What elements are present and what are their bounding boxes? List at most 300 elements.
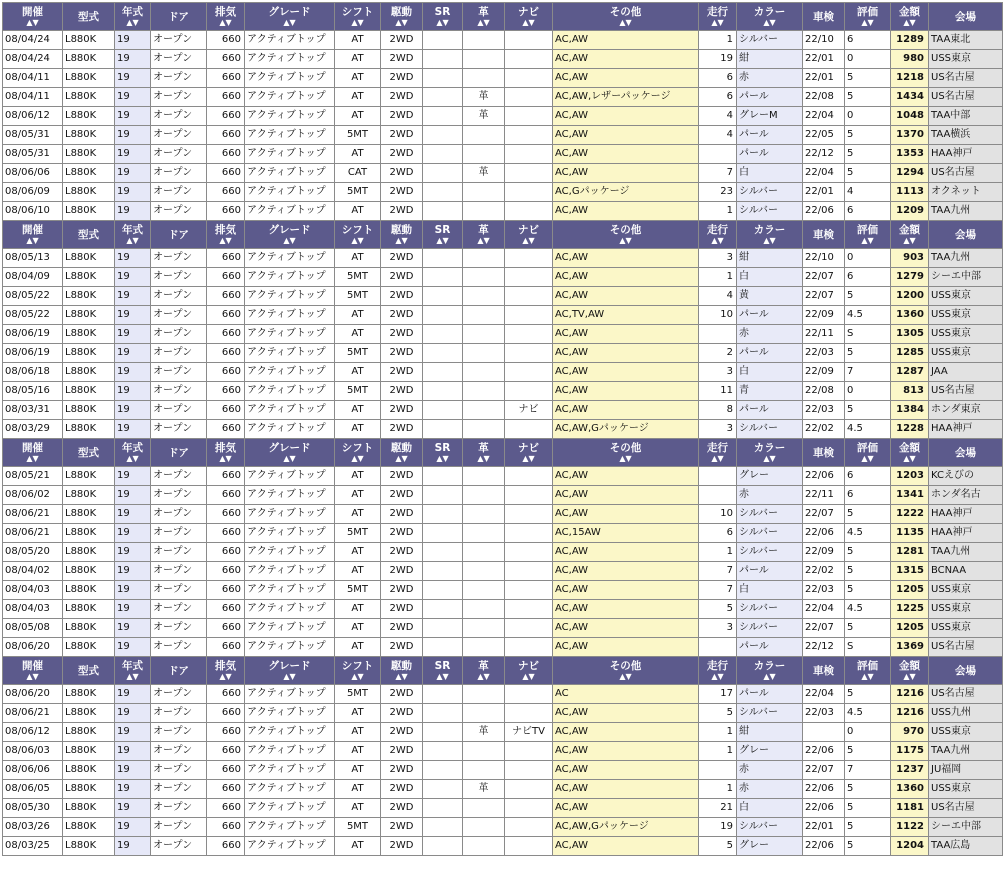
table-row[interactable] [3,401,1003,420]
price-cell: 1294 [891,164,929,183]
mileage-cell: 5 [699,704,737,723]
sort-asc-icon[interactable]: ▲ [219,672,226,681]
venue-cell: HAA神戸 [929,145,1003,164]
sort-asc-icon[interactable]: ▲ [126,236,133,245]
sort-desc-icon[interactable]: ▼ [909,454,916,463]
model-cell: L880K [63,486,115,505]
navi-cell [505,486,553,505]
sort-asc-icon[interactable]: ▲ [619,454,626,463]
sort-asc-icon[interactable]: ▲ [477,454,484,463]
sort-asc-icon[interactable]: ▲ [861,18,868,27]
color-cell: シルバー [737,505,803,524]
date-cell: 08/04/02 [3,562,63,581]
sort-asc-icon[interactable]: ▲ [711,454,718,463]
table-row[interactable] [3,145,1003,164]
sort-asc-icon[interactable]: ▲ [861,236,868,245]
sort-asc-icon[interactable]: ▲ [26,672,33,681]
sort-desc-icon[interactable]: ▼ [625,454,632,463]
table-row[interactable] [3,818,1003,837]
year-cell: 19 [115,818,151,837]
table-row[interactable] [3,202,1003,221]
venue-cell: JAA [929,363,1003,382]
sort-controls [505,18,552,27]
navi-cell: ナビTV [505,723,553,742]
sort-desc-icon[interactable]: ▼ [289,236,296,245]
inspection-cell: 22/06 [803,799,845,818]
date-cell: 08/03/29 [3,420,63,439]
sort-asc-icon[interactable]: ▲ [522,672,529,681]
sort-asc-icon[interactable]: ▲ [619,18,626,27]
table-row[interactable] [3,268,1003,287]
sort-desc-icon[interactable]: ▼ [225,672,232,681]
drive-cell: 2WD [381,837,423,856]
table-row[interactable] [3,382,1003,401]
sort-desc-icon[interactable]: ▼ [32,236,39,245]
model-cell: L880K [63,145,115,164]
sort-desc-icon[interactable]: ▼ [132,18,139,27]
door-cell: オープン [151,600,207,619]
table-row[interactable] [3,183,1003,202]
score-cell: S [845,638,891,657]
sort-desc-icon[interactable]: ▼ [909,236,916,245]
column-header-label: ナビ [518,660,539,672]
sort-controls [423,672,462,681]
sort-desc-icon[interactable]: ▼ [528,454,535,463]
column-header-door [151,221,207,249]
sort-desc-icon[interactable]: ▼ [483,18,490,27]
score-cell: 7 [845,363,891,382]
inspection-cell: 22/06 [803,524,845,543]
model-cell: L880K [63,31,115,50]
venue-cell: USS東京 [929,50,1003,69]
grade-cell: アクティブトップ [245,69,335,88]
sort-controls [207,236,244,245]
sort-asc-icon[interactable]: ▲ [711,236,718,245]
sort-asc-icon[interactable]: ▲ [395,672,402,681]
cc-cell: 660 [207,837,245,856]
sort-controls [3,18,62,27]
table-row[interactable] [3,619,1003,638]
sort-controls [737,18,802,27]
sort-asc-icon[interactable]: ▲ [763,672,770,681]
column-header-label: 走行 [707,224,728,236]
sort-desc-icon[interactable]: ▼ [717,18,724,27]
sort-desc-icon[interactable]: ▼ [867,454,874,463]
sort-desc-icon[interactable]: ▼ [769,18,776,27]
date-cell: 08/06/09 [3,183,63,202]
sort-desc-icon[interactable]: ▼ [909,672,916,681]
column-header-label: カラー [753,660,786,672]
navi-cell [505,69,553,88]
table-row[interactable] [3,31,1003,50]
sort-desc-icon[interactable]: ▼ [357,18,364,27]
shift-cell: 5MT [335,524,381,543]
model-cell: L880K [63,799,115,818]
navi-cell [505,344,553,363]
column-header-label: その他 [609,660,642,672]
table-row[interactable] [3,126,1003,145]
sort-asc-icon[interactable]: ▲ [26,18,33,27]
sort-desc-icon[interactable]: ▼ [483,672,490,681]
color-cell: 白 [737,164,803,183]
sort-desc-icon[interactable]: ▼ [401,18,408,27]
drive-cell: 2WD [381,467,423,486]
inspection-cell: 22/12 [803,638,845,657]
sr-cell [423,467,463,486]
sort-controls [737,672,802,681]
sort-desc-icon[interactable]: ▼ [225,236,232,245]
sort-desc-icon[interactable]: ▼ [528,236,535,245]
model-cell: L880K [63,325,115,344]
year-cell: 19 [115,581,151,600]
model-cell: L880K [63,287,115,306]
year-cell: 19 [115,486,151,505]
table-row[interactable] [3,562,1003,581]
sort-asc-icon[interactable]: ▲ [903,454,910,463]
other-cell: AC,AW [553,202,699,221]
table-row[interactable] [3,581,1003,600]
sort-asc-icon[interactable]: ▲ [126,18,133,27]
inspection-cell: 22/03 [803,581,845,600]
sort-desc-icon[interactable]: ▼ [769,454,776,463]
sort-desc-icon[interactable]: ▼ [625,18,632,27]
sort-asc-icon[interactable]: ▲ [763,454,770,463]
shift-cell: AT [335,69,381,88]
table-row[interactable] [3,761,1003,780]
sort-asc-icon[interactable]: ▲ [395,236,402,245]
sort-desc-icon[interactable]: ▼ [717,454,724,463]
sort-asc-icon[interactable]: ▲ [436,236,443,245]
door-cell: オープン [151,685,207,704]
column-header-leather [463,221,505,249]
sort-asc-icon[interactable]: ▲ [436,672,443,681]
column-header-grade [245,221,335,249]
shift-cell: AT [335,249,381,268]
sort-asc-icon[interactable]: ▲ [351,454,358,463]
date-cell: 08/05/21 [3,467,63,486]
drive-cell: 2WD [381,31,423,50]
other-cell: AC,AW [553,619,699,638]
sort-desc-icon[interactable]: ▼ [769,236,776,245]
cc-cell: 660 [207,145,245,164]
sort-desc-icon[interactable]: ▼ [357,672,364,681]
table-row[interactable] [3,723,1003,742]
color-cell: 紺 [737,50,803,69]
sort-asc-icon[interactable]: ▲ [619,236,626,245]
sort-desc-icon[interactable]: ▼ [32,672,39,681]
shift-cell: AT [335,363,381,382]
sr-cell [423,126,463,145]
column-header-label: 車検 [813,228,834,241]
shift-cell: AT [335,145,381,164]
sort-asc-icon[interactable]: ▲ [436,18,443,27]
sort-desc-icon[interactable]: ▼ [867,18,874,27]
venue-cell: オクネット [929,183,1003,202]
sort-desc-icon[interactable]: ▼ [357,454,364,463]
date-cell: 08/04/11 [3,69,63,88]
model-cell: L880K [63,723,115,742]
leather-cell [463,31,505,50]
sort-asc-icon[interactable]: ▲ [283,454,290,463]
date-cell: 08/06/05 [3,780,63,799]
column-header-leather [463,439,505,467]
date-cell: 08/06/03 [3,742,63,761]
sr-cell [423,420,463,439]
model-cell: L880K [63,704,115,723]
sort-desc-icon[interactable]: ▼ [401,236,408,245]
sort-asc-icon[interactable]: ▲ [903,672,910,681]
table-row[interactable] [3,344,1003,363]
sort-desc-icon[interactable]: ▼ [483,454,490,463]
sort-asc-icon[interactable]: ▲ [477,18,484,27]
table-row[interactable] [3,287,1003,306]
color-cell: パール [737,126,803,145]
table-row[interactable] [3,69,1003,88]
inspection-cell: 22/04 [803,164,845,183]
table-row[interactable] [3,486,1003,505]
venue-cell: US名古屋 [929,638,1003,657]
header-row [3,3,1003,31]
table-row[interactable] [3,505,1003,524]
mileage-cell: 7 [699,164,737,183]
table-row[interactable] [3,685,1003,704]
table-row[interactable] [3,780,1003,799]
table-row[interactable] [3,704,1003,723]
sort-asc-icon[interactable]: ▲ [711,672,718,681]
column-header-color [737,3,803,31]
sort-desc-icon[interactable]: ▼ [132,236,139,245]
sort-asc-icon[interactable]: ▲ [861,454,868,463]
sort-asc-icon[interactable]: ▲ [436,454,443,463]
sort-desc-icon[interactable]: ▼ [909,18,916,27]
mileage-cell: 5 [699,600,737,619]
sort-asc-icon[interactable]: ▲ [219,236,226,245]
sort-desc-icon[interactable]: ▼ [442,672,449,681]
drive-cell: 2WD [381,268,423,287]
cc-cell: 660 [207,543,245,562]
table-row[interactable] [3,164,1003,183]
sort-asc-icon[interactable]: ▲ [477,672,484,681]
door-cell: オープン [151,581,207,600]
price-cell: 903 [891,249,929,268]
color-cell: 白 [737,799,803,818]
sort-desc-icon[interactable]: ▼ [717,672,724,681]
table-row[interactable] [3,88,1003,107]
column-header-door [151,657,207,685]
leather-cell [463,145,505,164]
drive-cell: 2WD [381,799,423,818]
sort-asc-icon[interactable]: ▲ [126,454,133,463]
sort-desc-icon[interactable]: ▼ [528,672,535,681]
sort-asc-icon[interactable]: ▲ [763,236,770,245]
sort-desc-icon[interactable]: ▼ [32,454,39,463]
model-cell: L880K [63,107,115,126]
table-row[interactable] [3,638,1003,657]
column-header-navi [505,657,553,685]
table-row[interactable] [3,420,1003,439]
table-row[interactable] [3,543,1003,562]
sort-desc-icon[interactable]: ▼ [483,236,490,245]
table-row[interactable] [3,50,1003,69]
navi-cell [505,600,553,619]
date-cell: 08/04/11 [3,88,63,107]
table-row[interactable] [3,107,1003,126]
grade-cell: アクティブトップ [245,325,335,344]
year-cell: 19 [115,401,151,420]
sort-desc-icon[interactable]: ▼ [769,672,776,681]
sr-cell [423,505,463,524]
model-cell: L880K [63,780,115,799]
model-cell: L880K [63,88,115,107]
sort-asc-icon[interactable]: ▲ [351,18,358,27]
drive-cell: 2WD [381,202,423,221]
sr-cell [423,107,463,126]
sort-asc-icon[interactable]: ▲ [351,672,358,681]
leather-cell [463,183,505,202]
sort-asc-icon[interactable]: ▲ [26,454,33,463]
sort-desc-icon[interactable]: ▼ [867,236,874,245]
sort-desc-icon[interactable]: ▼ [625,672,632,681]
sort-desc-icon[interactable]: ▼ [32,18,39,27]
venue-cell: US名古屋 [929,164,1003,183]
door-cell: オープン [151,723,207,742]
table-row[interactable] [3,799,1003,818]
header-row [3,221,1003,249]
sort-asc-icon[interactable]: ▲ [351,236,358,245]
column-header-score [845,221,891,249]
color-cell: シルバー [737,543,803,562]
sort-asc-icon[interactable]: ▲ [395,18,402,27]
price-cell: 1287 [891,363,929,382]
navi-cell [505,742,553,761]
table-row[interactable] [3,467,1003,486]
door-cell: オープン [151,287,207,306]
sort-asc-icon[interactable]: ▲ [283,236,290,245]
sort-asc-icon[interactable]: ▲ [395,454,402,463]
sr-cell [423,780,463,799]
sort-desc-icon[interactable]: ▼ [401,454,408,463]
date-cell: 08/05/13 [3,249,63,268]
sort-asc-icon[interactable]: ▲ [219,18,226,27]
sort-desc-icon[interactable]: ▼ [867,672,874,681]
sort-asc-icon[interactable]: ▲ [26,236,33,245]
column-header-model [63,221,115,249]
model-cell: L880K [63,581,115,600]
column-header-label: 排気 [215,660,236,672]
sort-desc-icon[interactable]: ▼ [401,672,408,681]
venue-cell: HAA神戸 [929,524,1003,543]
sort-desc-icon[interactable]: ▼ [225,18,232,27]
column-header-shift [335,3,381,31]
mileage-cell: 4 [699,287,737,306]
sort-asc-icon[interactable]: ▲ [903,236,910,245]
table-row[interactable] [3,249,1003,268]
cc-cell: 660 [207,88,245,107]
sort-asc-icon[interactable]: ▲ [219,454,226,463]
sort-asc-icon[interactable]: ▲ [283,18,290,27]
score-cell: 0 [845,107,891,126]
date-cell: 08/06/12 [3,723,63,742]
table-row[interactable] [3,363,1003,382]
navi-cell [505,420,553,439]
sort-asc-icon[interactable]: ▲ [283,672,290,681]
sr-cell [423,638,463,657]
sort-desc-icon[interactable]: ▼ [717,236,724,245]
mileage-cell: 19 [699,50,737,69]
column-header-model [63,657,115,685]
table-row[interactable] [3,600,1003,619]
sort-desc-icon[interactable]: ▼ [132,454,139,463]
sort-desc-icon[interactable]: ▼ [132,672,139,681]
sort-desc-icon[interactable]: ▼ [289,454,296,463]
sort-desc-icon[interactable]: ▼ [289,672,296,681]
sort-desc-icon[interactable]: ▼ [528,18,535,27]
inspection-cell: 22/11 [803,486,845,505]
score-cell: 5 [845,562,891,581]
table-row[interactable] [3,742,1003,761]
table-row[interactable] [3,325,1003,344]
column-header-label: 走行 [707,6,728,18]
mileage-cell: 1 [699,268,737,287]
year-cell: 19 [115,799,151,818]
navi-cell [505,249,553,268]
sort-asc-icon[interactable]: ▲ [619,672,626,681]
column-header-inspection [803,439,845,467]
sort-asc-icon[interactable]: ▲ [711,18,718,27]
sort-desc-icon[interactable]: ▼ [625,236,632,245]
door-cell: オープン [151,837,207,856]
sr-cell [423,363,463,382]
table-row[interactable] [3,306,1003,325]
sort-desc-icon[interactable]: ▼ [442,236,449,245]
year-cell: 19 [115,704,151,723]
shift-cell: AT [335,467,381,486]
price-cell: 1209 [891,202,929,221]
sort-asc-icon[interactable]: ▲ [126,672,133,681]
column-header-other [553,221,699,249]
table-row[interactable] [3,837,1003,856]
shift-cell: AT [335,780,381,799]
price-cell: 1205 [891,619,929,638]
grade-cell: アクティブトップ [245,486,335,505]
sort-controls [115,454,150,463]
sort-asc-icon[interactable]: ▲ [522,18,529,27]
navi-cell [505,31,553,50]
score-cell: 0 [845,723,891,742]
sort-asc-icon[interactable]: ▲ [903,18,910,27]
sort-desc-icon[interactable]: ▼ [225,454,232,463]
venue-cell: シーエ中部 [929,818,1003,837]
sort-desc-icon[interactable]: ▼ [357,236,364,245]
cc-cell: 660 [207,344,245,363]
drive-cell: 2WD [381,780,423,799]
mileage-cell: 1 [699,742,737,761]
sort-asc-icon[interactable]: ▲ [763,18,770,27]
drive-cell: 2WD [381,145,423,164]
inspection-cell: 22/06 [803,780,845,799]
table-row[interactable] [3,524,1003,543]
color-cell: グレー [737,837,803,856]
sort-desc-icon[interactable]: ▼ [289,18,296,27]
price-cell: 1200 [891,287,929,306]
sort-asc-icon[interactable]: ▲ [522,236,529,245]
sort-controls [381,454,422,463]
sort-desc-icon[interactable]: ▼ [442,18,449,27]
sort-asc-icon[interactable]: ▲ [861,672,868,681]
sort-desc-icon[interactable]: ▼ [442,454,449,463]
sort-asc-icon[interactable]: ▲ [522,454,529,463]
sort-asc-icon[interactable]: ▲ [477,236,484,245]
